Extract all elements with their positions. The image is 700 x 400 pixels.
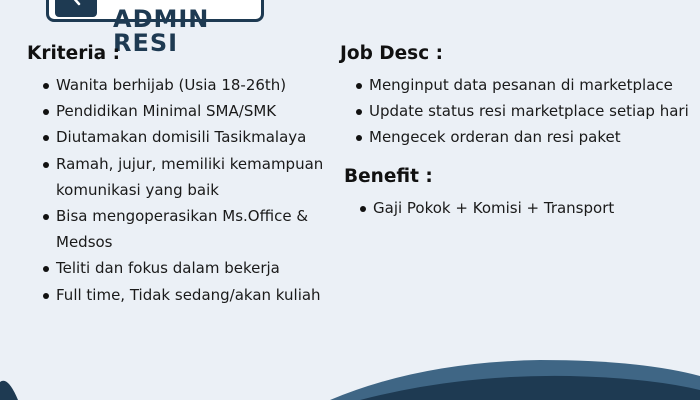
- magnifier-icon: [55, 0, 97, 17]
- page-title: ADMIN RESI: [113, 5, 210, 57]
- list-item: [27, 72, 337, 98]
- bullet-icon: [43, 266, 49, 272]
- kriteria-heading: Kriteria :: [27, 43, 120, 64]
- bullet-icon: [43, 83, 49, 89]
- list-item-text: Gaji Pokok + Komisi + Transport: [373, 198, 615, 217]
- bullet-icon: [43, 214, 49, 220]
- list-item: [27, 255, 337, 281]
- list-item: [340, 195, 690, 221]
- bullet-icon: [43, 109, 49, 115]
- list-item: [27, 151, 337, 203]
- list-item-text: Full time, Tidak sedang/akan kuliah: [56, 285, 321, 304]
- bullet-icon: [356, 109, 362, 115]
- list-item-text: Update status resi marketplace setiap hari: [369, 102, 689, 121]
- bullet-icon: [360, 206, 366, 212]
- list-item-text: Mengecek orderan dan resi paket: [369, 128, 621, 147]
- bullet-icon: [43, 135, 49, 141]
- list-item-text: Pendidikan Minimal SMA/SMK: [56, 102, 277, 121]
- bullet-icon: [43, 162, 49, 168]
- bullet-icon: [43, 293, 49, 299]
- jobdesc-heading: Job Desc :: [340, 43, 443, 64]
- list-item-text: Wanita berhijab (Usia 18-26th): [56, 76, 287, 94]
- list-item: [340, 98, 690, 124]
- list-item-text: Menginput data pesanan di marketplace: [369, 76, 673, 94]
- list-item: [340, 72, 690, 98]
- list-item: [27, 98, 337, 124]
- list-item: [340, 124, 690, 150]
- list-item-text: Diutamakan domisili Tasikmalaya: [56, 128, 307, 147]
- list-item-text: Teliti dan fokus dalam bekerja: [56, 259, 280, 278]
- kriteria-section: [27, 42, 337, 308]
- benefit-heading: Benefit :: [344, 165, 433, 187]
- list-item-text: Ramah, jujur, memiliki kemampuan komunikasi yang baik: [56, 154, 324, 199]
- list-item: [27, 124, 337, 150]
- bullet-icon: [356, 135, 362, 141]
- benefit-list: [340, 195, 690, 221]
- jobdesc-section: [340, 42, 690, 221]
- list-item: [27, 203, 337, 255]
- bullet-icon: [356, 83, 362, 89]
- jobdesc-list: [340, 72, 690, 151]
- list-item-text: Bisa mengoperasikan Ms.Office & Medsos: [56, 207, 309, 252]
- list-item: [27, 282, 337, 308]
- kriteria-list: [27, 72, 337, 308]
